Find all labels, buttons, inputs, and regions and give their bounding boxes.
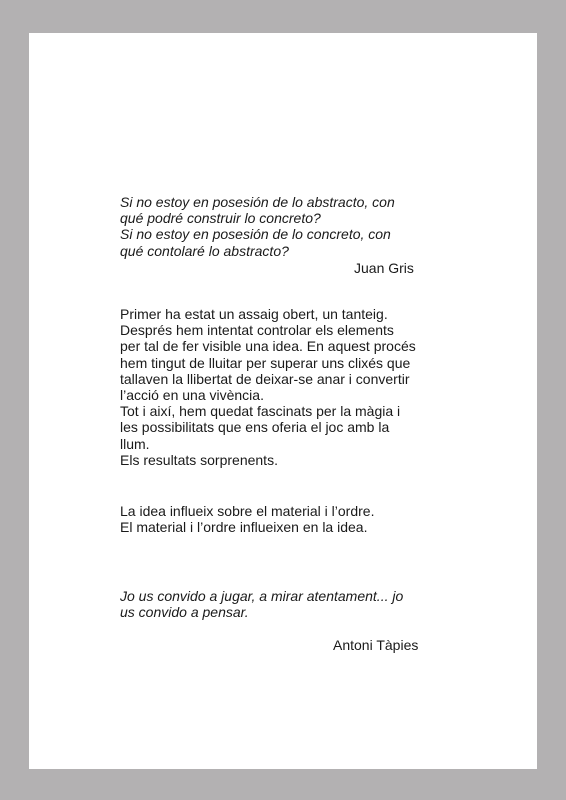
quote-line: qué contolaré lo abstracto? [120,242,289,259]
paragraph-line: Després hem intentat controlar els elements [120,322,394,339]
juan-gris-quote [120,194,430,259]
paragraph-line: llum. [120,435,150,452]
quote-line: Si no estoy en posesión de lo concreto, con [120,226,391,243]
idea-paragraph [120,503,430,535]
quote-line: qué podré construir lo concreto? [120,210,321,227]
quote-line: Jo us convido a jugar, a mirar atentament... jo [120,588,404,604]
quote-line: Si no estoy en posesión de lo abstracto, con [120,194,395,210]
paragraph-line: Els resultats sorprenents. [120,451,278,468]
document-page [29,33,537,769]
paragraph-line: les possibilitats que ens oferia el joc amb la [120,419,390,436]
tapies-signature: Antoni Tàpies [333,637,419,653]
paragraph-line: Primer ha estat un assaig obert, un tanteig. [120,306,388,322]
main-paragraph [120,306,430,468]
quote-line: us convido a pensar. [120,604,249,621]
paragraph-line: l’acció en una vivència. [120,387,264,404]
paragraph-line: per tal de fer visible una idea. En aquest procés [120,338,416,355]
paragraph-line: tallaven la llibertat de deixar-se anar i convertir [120,370,410,387]
tapies-quote [120,588,430,620]
paragraph-line: El material i l’ordre influeixen en la idea. [120,519,368,536]
paragraph-line: Tot i així, hem quedat fascinats per la màgia i [120,403,401,420]
paragraph-line: La idea influeix sobre el material i l’ordre. [120,503,375,519]
juan-gris-signature: Juan Gris [354,260,414,276]
paragraph-line: hem tingut de lluitar per superar uns clixés que [120,354,411,371]
